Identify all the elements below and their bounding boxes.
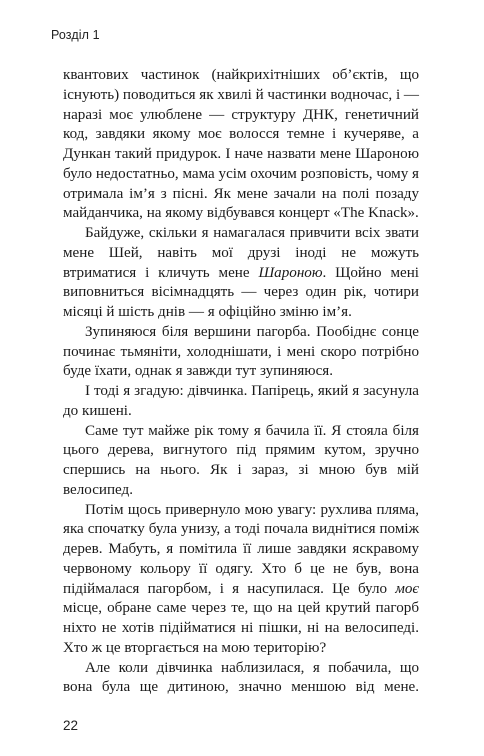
paragraph-4: І тоді я згадую: дівчинка. Папірець, який я засунула до кишені. [63,383,419,419]
paragraph-6-italic-word: моє [395,580,419,597]
page-number: 22 [63,718,79,733]
paragraph-7: Але коли дівчинка наблизилася, я побачила, що вона була ще дитиною, значно меншою від мене. [63,659,419,696]
paragraph-2-text-a: Байдуже, скільки я намагалася привчити всіх звати мене Шей, навіть мої друзі іноді не можуть втриматися і кличуть мене [63,225,419,281]
paragraph-3: Зупиняюся біля вершини пагорба. Пообіднє сонце починає тьмяніти, холоднішати, і мені скоро потрібно буде їхати, однак я завжди тут зупиняюся. [63,323,419,380]
paragraph-2-italic-name: Шароною [258,264,323,281]
paragraph-6-text-b: місце, обране саме через те, що на цей крутий пагорб ніхто не хотів підійматися ні пішки, ні на велосипеді. Хто ж це вторгається на мою територію? [63,600,419,656]
paragraph-1: квантових частинок (найкрихітніших об’єктів, що існують) поводиться як хвилі й частинки водночас, і — наразі моє улюблене — структуру ДНК, генетичний код, завдяки якому моє волосся темне і кучеряве, а Дункан такий придурок. І наче назвати мене Шароною було недостатньо, мама усім охочим розповість, чому я отримала ім’я з пісні. Як мене зачали на полі позаду майданчика, на якому відбувався концерт «The Knack». [63,67,420,222]
paragraph-5: Саме тут майже рік тому я бачила її. Я стояла біля цього дерева, вигнутого під прямим кутом, зручно спершись на нього. Як і зараз, зі мною був мій велосипед. [63,422,419,498]
paragraph-6 [63,501,419,659]
running-head: Розділ 1 [51,28,100,42]
body-text [63,66,419,698]
paragraph-2-text-b: . Щойно мені виповниться вісімнадцять — через один рік, чотири місяці й шість днів — я офіційно зміню ім’я. [63,264,419,320]
paragraph-2 [63,224,419,323]
paragraph-6-text-a: Потім щось привернуло мою увагу: рухлива пляма, яка спочатку була унизу, а тоді почала виднітися поміж дерев. Мабуть, я помітила її лише завдяки яскравому червоному кольору її одягу. Хто б це не був, вона підіймалася пагорбом, і я насупилася. Це було [63,501,419,597]
